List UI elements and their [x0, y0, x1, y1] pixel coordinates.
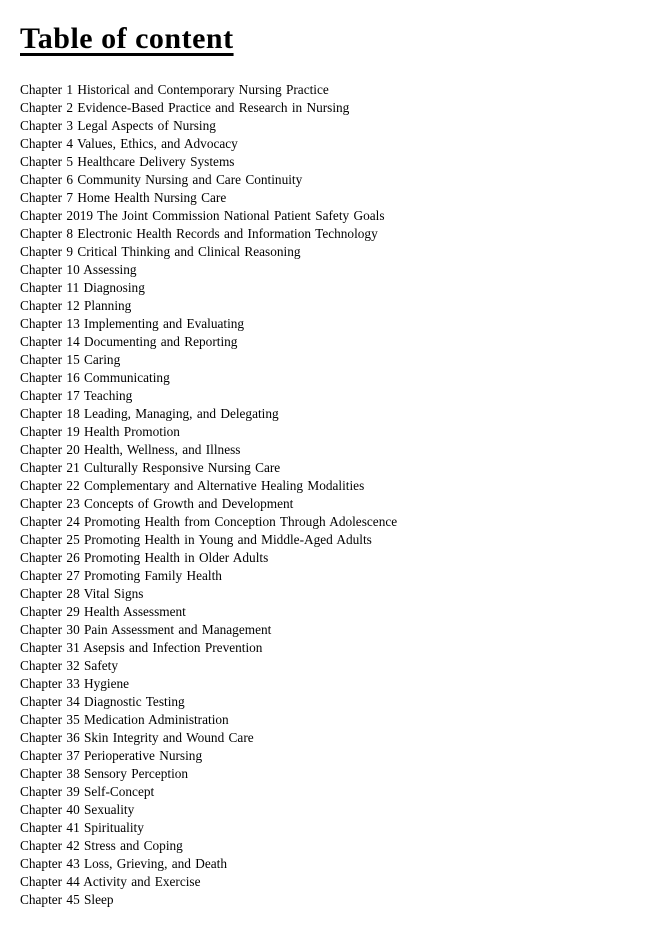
toc-entry: Chapter 1 Historical and Contemporary Nursing Practice	[20, 82, 329, 97]
toc-entry: Chapter 14 Documenting and Reporting	[20, 334, 238, 349]
toc-entry: Chapter 35 Medication Administration	[20, 712, 229, 727]
toc-entry: Chapter 42 Stress and Coping	[20, 838, 183, 853]
toc-entry: Chapter 3 Legal Aspects of Nursing	[20, 118, 216, 133]
toc-entry: Chapter 8 Electronic Health Records and Information Technology	[20, 226, 378, 241]
toc-list	[20, 81, 641, 909]
toc-entry: Chapter 25 Promoting Health in Young and Middle-Aged Adults	[20, 532, 372, 547]
toc-entry: Chapter 41 Spirituality	[20, 820, 144, 835]
toc-entry: Chapter 31 Asepsis and Infection Prevention	[20, 640, 263, 655]
toc-entry: Chapter 21 Culturally Responsive Nursing Care	[20, 460, 281, 475]
toc-entry: Chapter 9 Critical Thinking and Clinical Reasoning	[20, 244, 301, 259]
toc-entry: Chapter 43 Loss, Grieving, and Death	[20, 856, 227, 871]
toc-entry: Chapter 38 Sensory Perception	[20, 766, 189, 781]
toc-entry: Chapter 2 Evidence-Based Practice and Research in Nursing	[20, 100, 350, 115]
toc-entry: Chapter 27 Promoting Family Health	[20, 568, 222, 583]
toc-entry: Chapter 37 Perioperative Nursing	[20, 748, 203, 763]
toc-entry: Chapter 44 Activity and Exercise	[20, 874, 201, 889]
page-title: Table of content	[20, 22, 234, 55]
toc-entry: Chapter 16 Communicating	[20, 370, 170, 385]
toc-entry: Chapter 13 Implementing and Evaluating	[20, 316, 245, 331]
toc-entry: Chapter 5 Healthcare Delivery Systems	[20, 154, 235, 169]
toc-entry: Chapter 7 Home Health Nursing Care	[20, 190, 227, 205]
toc-entry: Chapter 22 Complementary and Alternative Healing Modalities	[20, 478, 365, 493]
toc-entry: Chapter 12 Planning	[20, 298, 132, 313]
toc-entry: Chapter 19 Health Promotion	[20, 424, 180, 439]
toc-entry: Chapter 36 Skin Integrity and Wound Care	[20, 730, 254, 745]
toc-entry: Chapter 34 Diagnostic Testing	[20, 694, 185, 709]
toc-entry: Chapter 17 Teaching	[20, 388, 133, 403]
toc-entry: Chapter 2019 The Joint Commission National Patient Safety Goals	[20, 208, 385, 223]
toc-entry: Chapter 39 Self-Concept	[20, 784, 155, 799]
toc-entry: Chapter 6 Community Nursing and Care Continuity	[20, 172, 303, 187]
toc-entry: Chapter 40 Sexuality	[20, 802, 135, 817]
toc-entry: Chapter 18 Leading, Managing, and Delegating	[20, 406, 279, 421]
toc-entry: Chapter 32 Safety	[20, 658, 119, 673]
toc-entry: Chapter 20 Health, Wellness, and Illness	[20, 442, 241, 457]
toc-entry: Chapter 29 Health Assessment	[20, 604, 186, 619]
toc-entry: Chapter 24 Promoting Health from Conception Through Adolescence	[20, 514, 398, 529]
toc-entry: Chapter 23 Concepts of Growth and Development	[20, 496, 294, 511]
toc-entry: Chapter 26 Promoting Health in Older Adults	[20, 550, 269, 565]
toc-entry: Chapter 4 Values, Ethics, and Advocacy	[20, 136, 238, 151]
toc-entry: Chapter 10 Assessing	[20, 262, 137, 277]
toc-entry: Chapter 11 Diagnosing	[20, 280, 145, 295]
toc-entry: Chapter 33 Hygiene	[20, 676, 130, 691]
toc-entry: Chapter 45 Sleep	[20, 892, 114, 907]
toc-entry: Chapter 15 Caring	[20, 352, 121, 367]
toc-entry: Chapter 28 Vital Signs	[20, 586, 144, 601]
toc-entry: Chapter 30 Pain Assessment and Management	[20, 622, 272, 637]
